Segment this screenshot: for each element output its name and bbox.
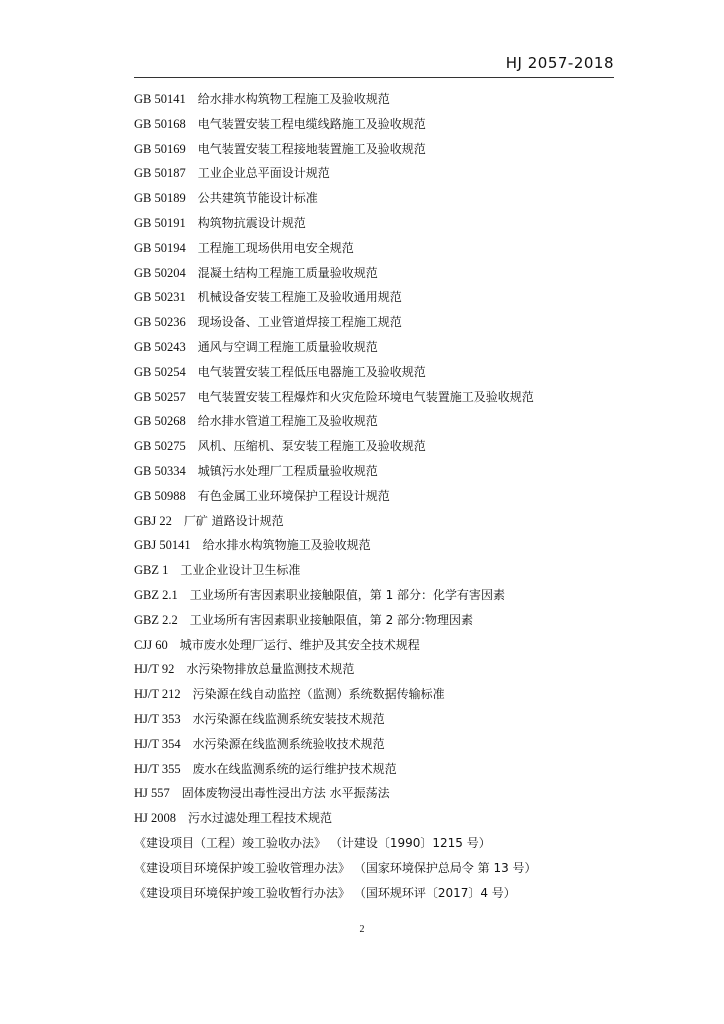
- reference-code: GB 50168: [134, 116, 186, 131]
- reference-code: GB 50243: [134, 339, 186, 354]
- reference-title: 电气装置安装工程低压电器施工及验收规范: [197, 364, 426, 379]
- reference-title: 工业企业总平面设计规范: [197, 166, 330, 181]
- reference-code: GB 50191: [134, 215, 186, 230]
- reference-code: GB 50169: [134, 141, 186, 156]
- reference-title: 构筑物抗震设计规范: [197, 215, 306, 230]
- reference-title: 给水排水构筑物施工及验收规范: [202, 538, 371, 553]
- reference-item: [134, 533, 604, 558]
- reference-item: [134, 161, 604, 186]
- reference-code: GBZ 2.1: [134, 587, 178, 602]
- reference-item: [134, 682, 604, 707]
- reference-item: [134, 409, 604, 434]
- reference-item: [134, 608, 604, 633]
- reference-code: GB 50334: [134, 463, 186, 478]
- reference-code: HJ/T 212: [134, 687, 181, 702]
- reference-title: 电气装置安装工程爆炸和火灾危险环境电气装置施工及验收规范: [197, 389, 534, 404]
- reference-title: 固体废物浸出毒性浸出方法 水平振荡法: [181, 786, 390, 801]
- reference-code: HJ/T 353: [134, 711, 181, 726]
- reference-title: 水污染源在线监测系统验收技术规范: [192, 736, 385, 751]
- reference-item: [134, 757, 604, 782]
- reference-title: 工业场所有害因素职业接触限值，第 1 部分：化学有害因素: [189, 587, 506, 602]
- reference-title: 《建设项目（工程）竣工验收办法》 （计建设〔1990〕1215 号）: [134, 835, 491, 850]
- reference-item: [134, 87, 604, 112]
- reference-title: 污染源在线自动监控（监测）系统数据传输标准: [192, 687, 445, 702]
- reference-code: GB 50268: [134, 414, 186, 429]
- reference-title: 公共建筑节能设计标准: [197, 191, 318, 206]
- reference-item: [134, 137, 604, 162]
- reference-code: GB 50141: [134, 92, 186, 106]
- reference-code: GB 50275: [134, 439, 186, 454]
- reference-item: [134, 781, 604, 806]
- reference-title: 污水过滤处理工程技术规范: [188, 811, 333, 826]
- reference-title: 水污染源在线监测系统安装技术规范: [192, 711, 385, 726]
- reference-item: [134, 583, 604, 608]
- header-divider: [134, 77, 614, 78]
- reference-title: 水污染物排放总量监测技术规范: [186, 662, 355, 677]
- page-number: 2: [359, 924, 365, 935]
- reference-code: HJ 557: [134, 786, 170, 801]
- reference-title: 城市废水处理厂运行、维护及其安全技术规程: [179, 637, 420, 652]
- reference-title: 废水在线监测系统的运行维护技术规范: [192, 761, 397, 776]
- reference-title: 电气装置安装工程电缆线路施工及验收规范: [197, 116, 426, 131]
- reference-item: [134, 186, 604, 211]
- reference-code: GBZ 2.2: [134, 612, 178, 627]
- reference-code: CJJ 60: [134, 637, 168, 652]
- reference-item: [134, 509, 604, 534]
- reference-item: [134, 434, 604, 459]
- reference-item: [134, 335, 604, 360]
- reference-item: [134, 285, 604, 310]
- reference-code: HJ/T 354: [134, 736, 181, 751]
- reference-title: 风机、压缩机、泵安装工程施工及验收规范: [197, 439, 426, 454]
- reference-item: [134, 459, 604, 484]
- reference-item: [134, 657, 604, 682]
- reference-title: 有色金属工业环境保护工程设计规范: [197, 488, 390, 503]
- reference-code: GB 50236: [134, 315, 186, 330]
- reference-item: [134, 881, 604, 906]
- reference-item: [134, 385, 604, 410]
- reference-title: 《建设项目环境保护竣工验收暂行办法》 （国环规环评〔2017〕4 号）: [134, 885, 516, 900]
- document-id: HJ 2057-2018: [505, 54, 614, 72]
- reference-code: GB 50257: [134, 389, 186, 404]
- reference-code: GBZ 1: [134, 563, 169, 578]
- reference-item: [134, 831, 604, 856]
- reference-item: [134, 707, 604, 732]
- reference-code: GB 50988: [134, 488, 186, 503]
- reference-item: [134, 856, 604, 881]
- reference-title: 工业企业设计卫生标准: [180, 563, 301, 578]
- reference-title: 给水排水构筑物工程施工及验收规范: [197, 92, 390, 106]
- reference-item: [134, 360, 604, 385]
- reference-title: 机械设备安装工程施工及验收通用规范: [197, 290, 402, 305]
- reference-title: 混凝土结构工程施工质量验收规范: [197, 265, 378, 280]
- reference-item: [134, 484, 604, 509]
- reference-item: [134, 236, 604, 261]
- reference-item: [134, 261, 604, 286]
- reference-title: 厂矿 道路设计规范: [183, 513, 284, 528]
- reference-item: [134, 558, 604, 583]
- reference-title: 工业场所有害因素职业接触限值，第 2 部分:物理因素: [189, 612, 474, 627]
- reference-item: [134, 211, 604, 236]
- reference-item: [134, 806, 604, 831]
- reference-code: GB 50189: [134, 191, 186, 206]
- reference-item: [134, 310, 604, 335]
- reference-code: GBJ 22: [134, 513, 172, 528]
- reference-code: HJ/T 92: [134, 662, 175, 677]
- reference-code: GB 50231: [134, 290, 186, 305]
- reference-item: [134, 633, 604, 658]
- reference-title: 工程施工现场供用电安全规范: [197, 240, 354, 255]
- reference-code: HJ 2008: [134, 811, 177, 826]
- reference-title: 电气装置安装工程接地装置施工及验收规范: [197, 141, 426, 156]
- reference-title: 城镇污水处理厂工程质量验收规范: [197, 463, 378, 478]
- reference-code: HJ/T 355: [134, 761, 181, 776]
- reference-title: 给水排水管道工程施工及验收规范: [197, 414, 378, 429]
- reference-item: [134, 732, 604, 757]
- reference-title: 现场设备、工业管道焊接工程施工规范: [197, 315, 402, 330]
- reference-title: 通风与空调工程施工质量验收规范: [197, 339, 378, 354]
- reference-code: GB 50254: [134, 364, 186, 379]
- reference-title: 《建设项目环境保护竣工验收管理办法》 （国家环境保护总局令 第 13 号）: [134, 860, 537, 875]
- reference-code: GB 50187: [134, 166, 186, 181]
- reference-list: [134, 87, 604, 905]
- reference-code: GB 50204: [134, 265, 186, 280]
- reference-code: GBJ 50141: [134, 538, 191, 553]
- reference-code: GB 50194: [134, 240, 186, 255]
- reference-item: [134, 112, 604, 137]
